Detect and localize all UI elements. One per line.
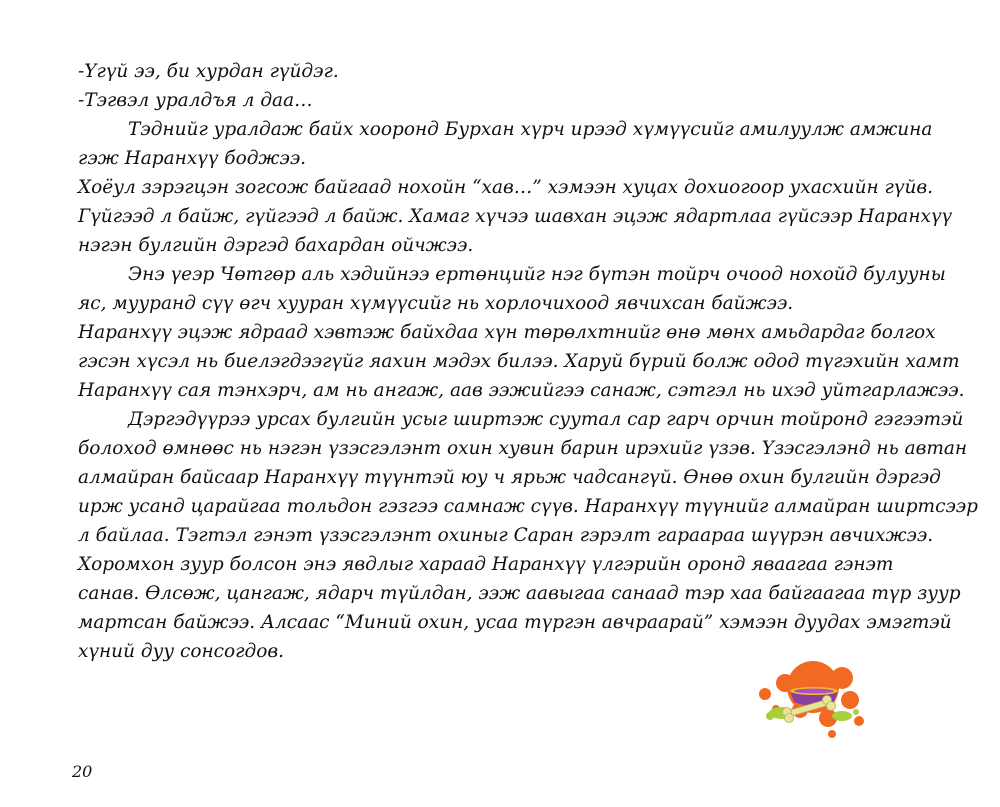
text-line: л байлаа. Тэгтэл гэнэт үзэсгэлэнт охиныг Саран гэрэлт гараараа шүүрэн авчихжээ.	[78, 525, 934, 546]
text-line: -Үгүй ээ, би хурдан гүйдэг.	[78, 61, 339, 82]
paragraph-first-line: Дэргэдүүрээ урсах булгийн усыг ширтэж суутал сар гарч орчин тойронд гэгээтэй	[128, 409, 964, 430]
bone-and-bowl-icon	[752, 660, 870, 738]
text-line: болоход өмнөөс нь нэгэн үзэсгэлэнт охин хувин барин ирэхийг үзэв. Үзэсгэлэнд нь автан	[78, 438, 968, 459]
text-line: яс, мууранд сүү өгч хууран хүмүүсийг нь хорлочихоод явчихсан байжээ.	[78, 293, 794, 314]
text-line: Наранхүү сая тэнхэрч, ам нь ангаж, аав ээжийгээ санаж, сэтгэл нь ихэд уйтгарлажээ.	[78, 380, 965, 401]
text-line: Хоромхон зуур болсон энэ явдлыг хараад Наранхүү үлгэрийн оронд яваагаа гэнэт	[78, 554, 894, 575]
text-line: мартсан байжээ. Алсаас “Миний охин, усаа түргэн авчраарай” хэмээн дуудах эмэгтэй	[78, 612, 952, 633]
page-number: 20	[72, 762, 93, 781]
text-line: санав. Өлсөж, цангаж, ядарч түйлдан, ээж аавыгаа санаад тэр хаа байгаагаа түр зуур	[78, 583, 961, 604]
text-line: Гүйгээд л байж, гүйгээд л байж. Хамаг хүчээ шавхан эцэж ядартлаа гүйсээр Наранхүү	[78, 206, 953, 227]
text-line: хүний дуу сонсогдов.	[78, 641, 285, 662]
text-line: -Тэгвэл уралдъя л даа…	[78, 90, 313, 111]
text-line: гэж Наранхүү боджээ.	[78, 148, 307, 169]
text-line: нэгэн булгийн дэргэд бахардан ойчжээ.	[78, 235, 474, 256]
text-line: алмайран байсаар Наранхүү түүнтэй юу ч ярьж чадсангүй. Өнөө охин булгийн дэргэд	[78, 467, 941, 488]
text-line: ирж усанд царайгаа тольдон гэзгээ самнаж сүүв. Наранхүү түүнийг алмайран ширтсээр	[78, 496, 979, 517]
text-line: гэсэн хүсэл нь биелэгдээгүйг яахин мэдэх билээ. Харуй бүрий болж одод түгэхийн хамт	[78, 351, 960, 372]
text-line: Наранхүү эцэж ядраад хэвтэж байхдаа хүн төрөлхтнийг өнө мөнх амьдардаг болгох	[78, 322, 936, 343]
paragraph-first-line: Тэднийг уралдаж байх хооронд Бурхан хүрч ирээд хүмүүсийг амилуулж амжина	[128, 119, 933, 140]
paragraph-first-line: Энэ үеэр Чөтгөр аль хэдийнээ ертөнцийг нэг бүтэн тойрч очоод нохойд булууны	[128, 264, 946, 285]
text-line: Хоёул зэрэгцэн зогсож байгаад нохойн “хав…” хэмээн хуцах дохиогоор ухасхийн гүйв.	[78, 177, 934, 198]
